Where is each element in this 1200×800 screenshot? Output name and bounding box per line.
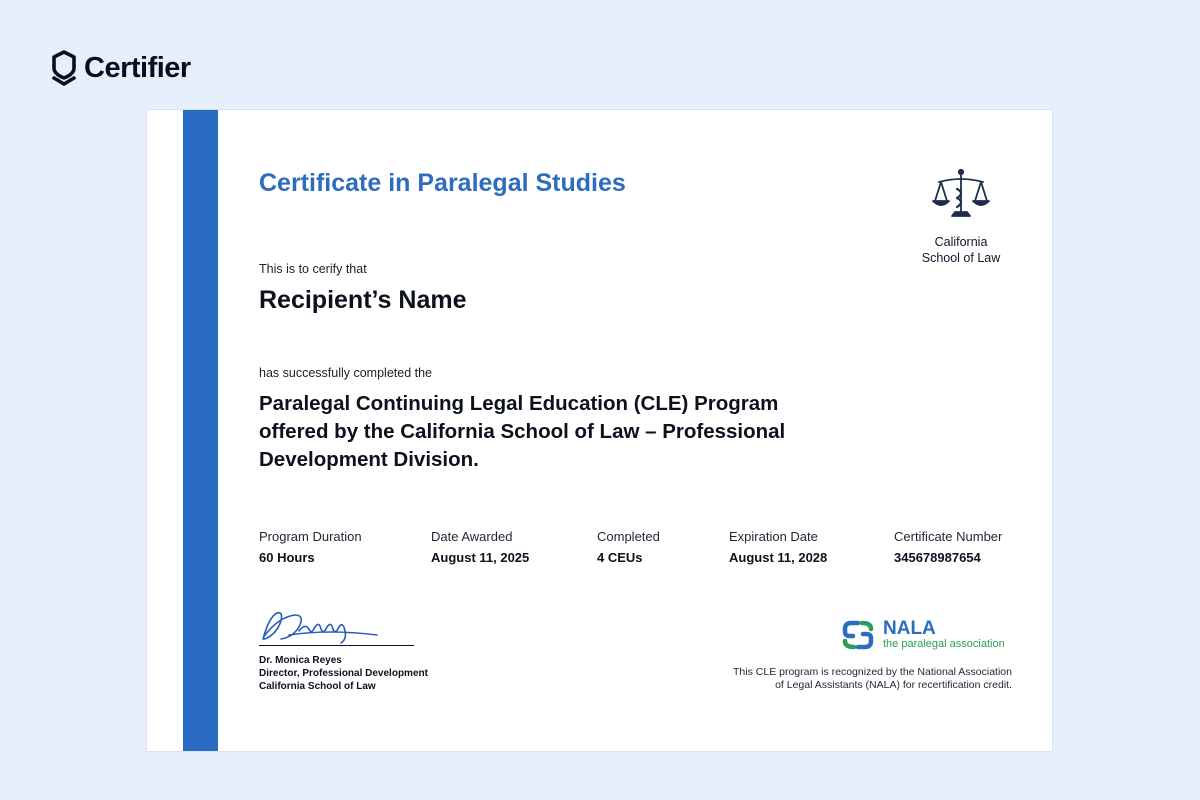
detail-value: August 11, 2028 [729, 550, 828, 565]
signatory-role: Director, Professional Development [259, 668, 428, 679]
signature-block [259, 654, 428, 693]
detail-expiration-date [729, 529, 827, 565]
brand-logo [50, 49, 191, 87]
recipient-name: Recipient’s Name [259, 286, 467, 314]
detail-label: Certificate Number [894, 529, 1003, 544]
detail-completed [597, 529, 660, 565]
program-line: offered by the California School of Law – Professional [259, 420, 786, 443]
certify-text: This is to cerify that [259, 262, 367, 276]
nala-logo [841, 618, 1005, 652]
program-line: Development Division. [259, 448, 479, 471]
detail-label: Date Awarded [431, 529, 513, 544]
school-name-line1: California [934, 235, 988, 249]
nala-links-icon [841, 618, 875, 652]
nala-tagline: the paralegal association [883, 638, 1005, 650]
nala-note-line: This CLE program is recognized by the National Association [733, 666, 1012, 678]
detail-value: August 11, 2025 [431, 550, 530, 565]
nala-note-line: of Legal Assistants (NALA) for recertification credit. [775, 679, 1012, 691]
detail-label: Program Duration [259, 529, 362, 544]
school-seal [899, 167, 1023, 266]
certificate-card [147, 110, 1052, 751]
nala-recognition-note [687, 666, 1012, 692]
signature-graphic [259, 605, 389, 647]
accent-stripe [183, 110, 218, 751]
detail-value: 4 CEUs [597, 550, 643, 565]
detail-label: Completed [597, 529, 660, 544]
detail-label: Expiration Date [729, 529, 818, 544]
certificate-title: Certificate in Paralegal Studies [259, 169, 626, 197]
school-name-line2: School of Law [921, 251, 1001, 265]
detail-value: 60 Hours [259, 550, 315, 565]
signature-line [259, 645, 414, 646]
signatory-org: California School of Law [259, 681, 376, 692]
detail-certificate-number [894, 529, 1002, 565]
completed-text: has successfully completed the [259, 366, 433, 380]
signatory-name: Dr. Monica Reyes [259, 655, 342, 666]
detail-date-awarded [431, 529, 529, 565]
scales-of-justice-icon [932, 167, 990, 223]
program-line: Paralegal Continuing Legal Education (CLE) Program [259, 392, 779, 415]
certifier-shield-icon [50, 49, 78, 87]
detail-value: 345678987654 [894, 550, 981, 565]
brand-name: Certifier [84, 51, 191, 84]
nala-name: NALA [883, 618, 936, 639]
detail-program-duration [259, 529, 362, 565]
program-description [259, 390, 879, 474]
